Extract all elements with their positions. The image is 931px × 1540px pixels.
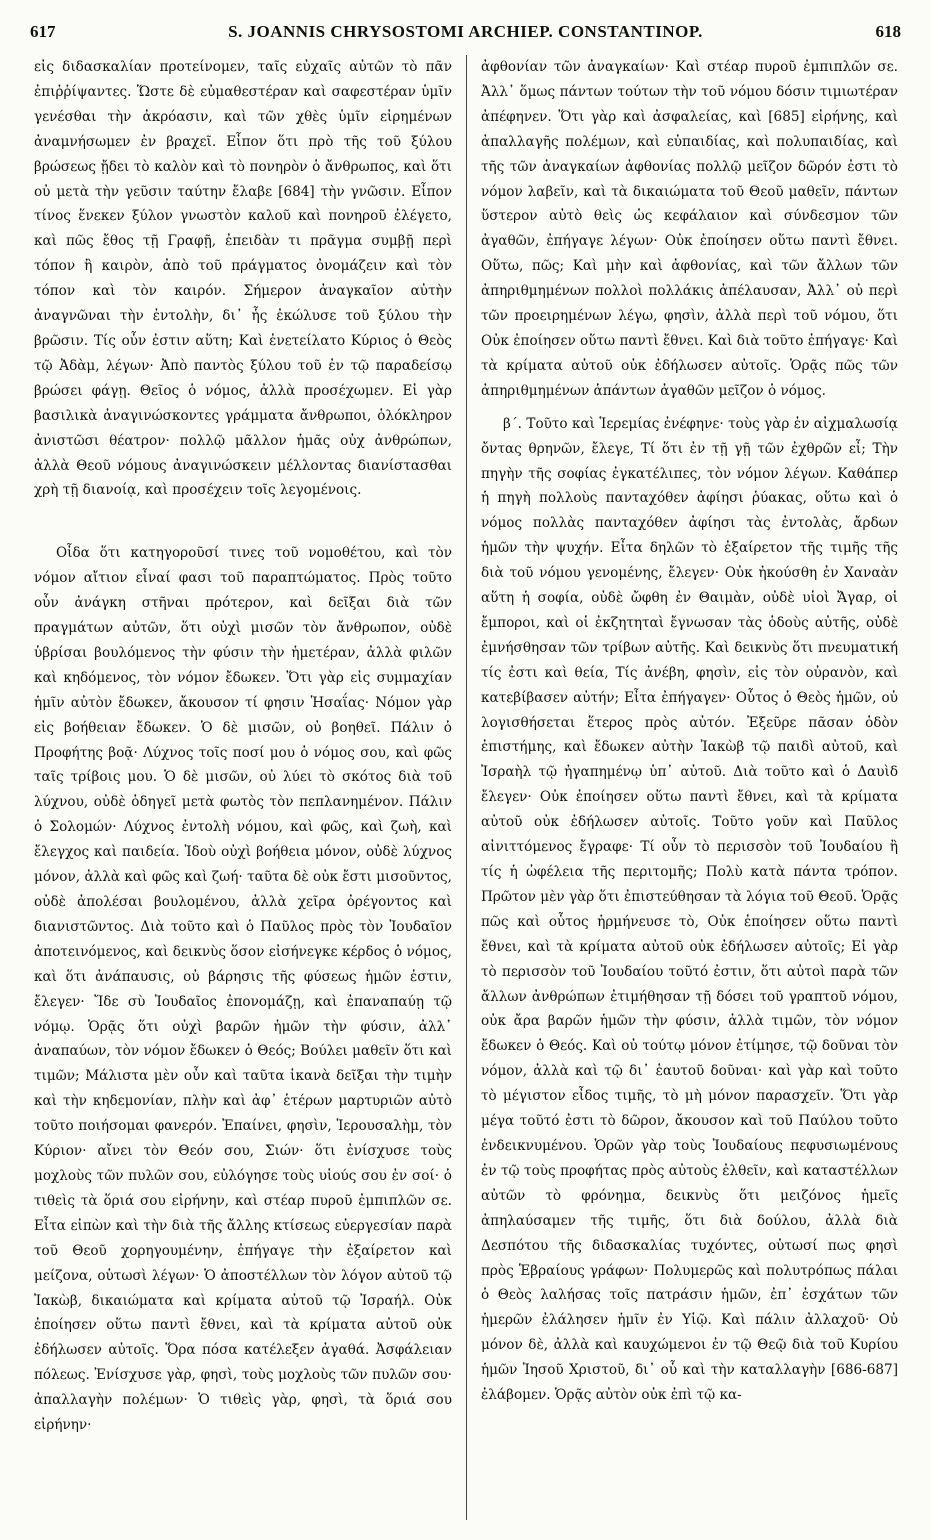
right-paragraph-1: ἀφθονίαν τῶν ἀναγκαίων· Καὶ στέαρ πυροῦ ἐμπιπλῶν σε. Ἀλλ᾽ ὅμως πάντων τούτων τὴν τοῦ νόμου δόσιν τιμιωτέραν ἀπέφηνεν. Ὅτι γὰρ καὶ ἀσφαλείας, καὶ [685] εἰρήνης, καὶ ἀπαλλαγῆς πολέμων, καὶ εὐπαιδίας, καὶ πολυπαιδίας, καὶ τῆς τῶν ἀναγκαίων ἀφθονίας πολλῷ μεῖζον δῶρόν ἐστι τὸ νόμον λαβεῖν, καὶ τὰ δικαιώματα τοῦ Θεοῦ μαθεῖν, πάντων ὕστερον αὐτὸ θεὶς ὡς κεφάλαιον καὶ σύνδεσμον τῶν ἀγαθῶν, ἐπήγαγε λέγων· Οὐκ ἐποίησεν οὕτω παντὶ ἔθνει. Οὕτω, πῶς; Καὶ μὴν καὶ ἀφθονίας, καὶ τῶν ἄλλων τῶν ἀπηριθμημένων πολλοὶ πολλάκις ἀπέλαυσαν, Ἀλλ᾽ οὐ περὶ τῶν προειρημένων λέγω, φησὶν, ἀλλὰ περὶ τοῦ νόμου, ὅτι Οὐκ ἐποίησεν οὕτω παντὶ ἔθνει. Καὶ διὰ τοῦτο ἐπήγαγε· Καὶ τὰ κρίματα αὐτοῦ οὐκ ἐδήλωσεν αὐτοῖς. Ὁρᾷς πῶς τῶν ἀπηριθμημένων ἁπάντων ἀγαθῶν μεῖζον ὁ νόμος. bbox=[481, 59, 898, 399]
running-header bbox=[30, 22, 901, 48]
left-paragraph-1: εἰς διδασκαλίαν προτείνομεν, ταῖς εὐχαῖς αὐτῶν τὸ πᾶν ἐπιῤῥίψαντες. Ὥστε δὲ εὐμαθεστέραν καὶ σαφεστέραν ὑμῖν γενέσθαι τὴν ἀκρόασιν, καὶ τῶν χθὲς ὑμῖν εἰρημένων ἀναμνήσωμεν ἐν βραχεῖ. Εἶπον ὅτι πρὸ τῆς τοῦ ξύλου βρώσεως ᾔδει τὸ καλὸν καὶ τὸ πονηρὸν ὁ ἄνθρωπος, καὶ ὅτι οὐ μετὰ τὴν γεῦσιν ταύτην ἔλαβε [684] τὴν γνῶσιν. Εἶπον τίνος ἕνεκεν ξύλον γνωστὸν καλοῦ καὶ πονηροῦ ἐλέγετο, καὶ πῶς ἔθος τῇ Γραφῇ, ἐπειδὰν τι πρᾶγμα συμβῇ περὶ τόπον ἢ καιρὸν, ἀπὸ τοῦ πράγματος ὀνομάζειν καὶ τὸν τόπον καὶ τὸν καιρόν. Σήμερον ἀναγκαῖον αὐτὴν ἀναγνῶναι τὴν ἐντολὴν, δι᾽ ἧς ἐκώλυσε τοῦ ξύλου τὴν βρῶσιν. Τίς οὖν ἐστιν αὕτη; Καὶ ἐνετείλατο Κύριος ὁ Θεὸς τῷ Ἀδὰμ, λέγων· Ἀπὸ παντὸς ξύλου τοῦ ἐν τῷ παραδείσῳ βρώσει φάγῃ. Θεῖος ὁ νόμος, ἀλλὰ προσέχωμεν. Εἰ γὰρ βασιλικὰ ἀναγινώσκοντες γράμματα ἄνθρωποι, ὁλόκληρον ἀνιστῶσι θέατρον· πολλῷ μᾶλλον ἡμᾶς οὐχ ἀνθρώπων, ἀλλὰ Θεοῦ νόμους ἀναγινώσκειν μέλλοντας διανίστασθαι χρὴ τῇ διανοίᾳ, καὶ προσέχειν τοῖς λεγομένοις. bbox=[34, 59, 452, 499]
column-divider bbox=[466, 55, 467, 1520]
running-title: S. JOANNIS CHRYSOSTOMI ARCHIEP. CONSTANTINOP. bbox=[228, 22, 703, 41]
page-number-left: 617 bbox=[30, 22, 56, 41]
right-column bbox=[481, 55, 898, 1530]
right-paragraph-2: β΄. Τοῦτο καὶ Ἱερεμίας ἐνέφηνε· τοὺς γὰρ ἐν αἰχμαλωσίᾳ ὄντας θρηνῶν, ἔλεγε, Τί ὅτι ἐν τῇ γῇ τῶν ἐχθρῶν εἶ; Τὴν πηγὴν τῆς σοφίας ἐγκατέλιπες, τὸν νόμον λέγων. Καθάπερ ἡ πηγὴ πολλοὺς πανταχόθεν ἀφίησι ῥύακας, οὕτω καὶ ὁ νόμος πολλὰς πανταχόθεν ἀφίησι τὰς ἐντολὰς, ἄρδων ἡμῶν τὴν ψυχήν. Εἶτα δηλῶν τὸ ἐξαίρετον τῆς τιμῆς τῆς διὰ τοῦ νόμου γενομένης, ἔλεγεν· Οὐκ ἠκούσθη ἐν Χαναὰν αὕτη ἡ σοφία, οὐδὲ ὤφθη ἐν Θαιμὰν, οὐδὲ υἱοὶ Ἄγαρ, οἱ ἔμποροι, καὶ οἱ ἐκζητηταὶ ἔγνωσαν τὰς ὁδοὺς αὐτῆς, οὐδὲ ἐμνήσθησαν τῶν τρίβων αὐτῆς. Καὶ δεικνὺς ὅτι πνευματική τίς ἐστι καὶ θεία, Τίς ἀνέβη, φησὶν, εἰς τὸν οὐρανὸν, καὶ κατεβίβασεν αὐτήν; Εἶτα ἐπήγαγεν· Οὗτος ὁ Θεὸς ἡμῶν, οὐ λογισθήσεται ἕτερος πρὸς αὐτόν. Ἐξεῦρε πᾶσαν ὁδὸν ἐπιστήμης, καὶ ἔδωκεν αὐτὴν Ἰακὼβ τῷ παιδὶ αὐτοῦ, καὶ Ἰσραὴλ τῷ ἠγαπημένῳ ὑπ᾽ αὐτοῦ. Διὰ τοῦτο καὶ ὁ Δαυὶδ ἔλεγεν· Οὐκ ἐποίησεν οὕτω παντὶ ἔθνει, καὶ τὰ κρίματα αὐτοῦ οὐκ ἐδήλωσεν αὐτοῖς. Τοῦτο γοῦν καὶ Παῦλος αἰνιττόμενος ἔγραφε· Τί οὖν τὸ περισσὸν τοῦ Ἰουδαίου ἢ τίς ἡ ὠφέλεια τῆς περιτομῆς; Πολὺ κατὰ πάντα τρόπον. Πρῶτον μὲν γὰρ ὅτι ἐπιστεύθησαν τὰ λόγια τοῦ Θεοῦ. Ὁρᾷς πῶς καὶ οὗτος ἡρμήνευσε τὸ, Οὐκ ἐποίησεν οὕτω παντὶ ἔθνει, καὶ τὰ κρίματα αὐτοῦ οὐκ ἐδήλωσεν αὐτοῖς; Εἰ γὰρ τὸ περισσὸν τοῦ Ἰουδαίου τοῦτό ἐστιν, ὅτι αὐτοὶ παρὰ τῶν ἄλλων ἀνθρώπων ἐτιμήθησαν τῇ δόσει τοῦ γραπτοῦ νόμου, οὐκ ἄρα βαρῶν ἡμῶν τὴν φύσιν, ἀλλὰ τιμῶν, τὸν νόμον ἔδωκεν ὁ Θεός. Καὶ οὐ τούτῳ μόνον ἐτίμησε, τῷ δοῦναι τὸν νόμον, ἀλλὰ καὶ τῷ δι᾽ ἑαυτοῦ δοῦναι· καὶ γὰρ καὶ τοῦτο τὸ μέγιστον εἶδος τιμῆς, τὸ μὴ μόνον παρασχεῖν. Ὅτι γὰρ μέγα τοῦτό ἐστι τὸ δῶρον, ἄκουσον καὶ τοῦ Παύλου τοῦτο ἐνδεικνυμένου. Ὁρῶν γὰρ τοὺς Ἰουδαίους πεφυσιωμένους ἐν τῷ τοὺς προφήτας πρὸς αὐτοὺς ἐλθεῖν, καὶ καταστέλλων αὐτῶν τὸ φρόνημα, δεικνὺς ὅτι μειζόνος ἡμεῖς ἀπηλαύσαμεν τῆς τιμῆς, ὅτι διὰ δούλου, ἀλλὰ διὰ Δεσπότου τῆς διδασκαλίας τυχόντες, οὑτωσί πως φησὶ πρὸς Ἑβραίους γράφων· Πολυμερῶς καὶ πολυτρόπως πάλαι ὁ Θεὸς λαλήσας τοῖς πατράσιν ἡμῶν, ἐπ᾽ ἐσχάτων τῶν ἡμερῶν ἐλάλησεν ἡμῖν ἐν Υἱῷ. Καὶ πάλιν ἀλλαχοῦ· Οὐ μόνον δὲ, ἀλλὰ καὶ καυχώμενοι ἐν τῷ Θεῷ διὰ τοῦ Κυρίου ἡμῶν Ἰησοῦ Χριστοῦ, δι᾽ οὗ καὶ τὴν καταλλαγὴν [686-687] ἐλάβομεν. Ὁρᾷς αὐτὸν οὐκ ἐπὶ τῷ κα- bbox=[481, 415, 898, 1404]
left-column bbox=[34, 55, 452, 1530]
left-paragraph-2: Οἶδα ὅτι κατηγοροῦσί τινες τοῦ νομοθέτου, καὶ τὸν νόμον αἴτιον εἶναί φασι τοῦ παραπτώματος. Πρὸς τοῦτο οὖν ἀνάγκη στῆναι πρότερον, καὶ δεῖξαι διὰ τῶν πραγμάτων αὐτῶν, ὅτι οὐχὶ μισῶν τὸν ἄνθρωπον, οὐδὲ ὑβρίσαι βουλόμενος τὴν φύσιν τὴν ἡμετέραν, ἀλλὰ φιλῶν καὶ κηδόμενος, τὸν νόμον ἔδωκεν. Ὅτι γὰρ εἰς συμμαχίαν ἡμῖν αὐτὸν ἔδωκεν, ἄκουσον τί φησιν Ἡσαΐας· Νόμον γὰρ εἰς βοήθειαν ἔδωκεν. Ὁ δὲ μισῶν, οὐ βοηθεῖ. Πάλιν ὁ Προφήτης βοᾷ· Λύχνος τοῖς ποσί μου ὁ νόμος σου, καὶ φῶς ταῖς τρίβοις μου. Ὁ δὲ μισῶν, οὐ λύει τὸ σκότος διὰ τοῦ λύχνου, οὐδὲ ὁδηγεῖ μετὰ φωτὸς τὸν πεπλανημένον. Πάλιν ὁ Σολομών· Λύχνος ἐντολὴ νόμου, καὶ φῶς, καὶ ζωὴ, καὶ ἔλεγχος καὶ παιδεία. Ἰδοὺ οὐχὶ βοήθεια μόνον, οὐδὲ λύχνος μόνον, ἀλλὰ καὶ φῶς καὶ ζωή· ταῦτα δὲ οὐκ ἔστι μισοῦντος, οὐδὲ ἀπολέσαι βουλομένου, ἀλλὰ χεῖρα ὀρέγοντος καὶ διανιστῶντος. Διὰ τοῦτο καὶ ὁ Παῦλος πρὸς τὸν Ἰουδαῖον ἀποτεινόμενος, καὶ δεικνὺς ὅσον εἰσήνεγκε κέρδος ὁ νόμος, καὶ ὅτι ἀνάπαυσις, οὐ βάρησις τῆς φύσεως ἡμῶν ἐστιν, ἔλεγεν· Ἴδε σὺ Ἰουδαῖος ἐπονομάζῃ, καὶ ἐπαναπαύῃ τῷ νόμῳ. Ὁρᾷς ὅτι οὐχὶ βαρῶν ἡμῶν τὴν φύσιν, ἀλλ᾽ ἀναπαύων, τὸν νόμον ἔδωκεν ὁ Θεός; Βούλει μαθεῖν ὅτι καὶ τιμῶν; Μάλιστα μὲν οὖν καὶ ταῦτα ἱκανὰ δεῖξαι τὴν τιμὴν καὶ τὴν κηδεμονίαν, πλὴν καὶ ἀφ᾽ ἑτέρων μαρτυριῶν αὐτὸ τοῦτο ποιήσομαι φανερόν. Ἐπαίνει, φησὶν, Ἱερουσαλὴμ, τὸν Κύριον· αἴνει τὸν Θεόν σου, Σιών· ὅτι ἐνίσχυσε τοὺς μοχλοὺς τῶν πυλῶν σου, εὐλόγησε τοὺς υἱούς σου ἐν σοί· ὁ τιθεὶς τὰ ὅριά σου εἰρήνην, καὶ στέαρ πυροῦ ἐμπιπλῶν σε. Εἶτα εἰπὼν καὶ τὴν διὰ τῆς ἄλλης κτίσεως εὐεργεσίαν παρὰ τοῦ Θεοῦ χορηγουμένην, ἐπήγαγε τὴν ἐξαίρετον καὶ μείζονα, οὑτωσὶ λέγων· Ὁ ἀποστέλλων τὸν λόγον αὐτοῦ τῷ Ἰακὼβ, δικαιώματα καὶ κρίματα αὐτοῦ τῷ Ἰσραήλ. Οὐκ ἐποίησεν οὕτω παντὶ ἔθνει, καὶ τὰ κρίματα αὐτοῦ οὐκ ἐδήλωσεν αὐτοῖς. Ὅρα πόσα κατέλεξεν ἀγαθά. Ἀσφάλειαν πόλεως. Ἐνίσχυσε γὰρ, φησὶ, τοὺς μοχλοὺς τῶν πυλῶν σου· ἀπαλλαγὴν πολέμων· Ὁ τιθεὶς γὰρ, φησὶ, τὰ ὅριά σου εἰρήνην· bbox=[34, 545, 452, 1434]
page-number-right: 618 bbox=[875, 22, 901, 41]
